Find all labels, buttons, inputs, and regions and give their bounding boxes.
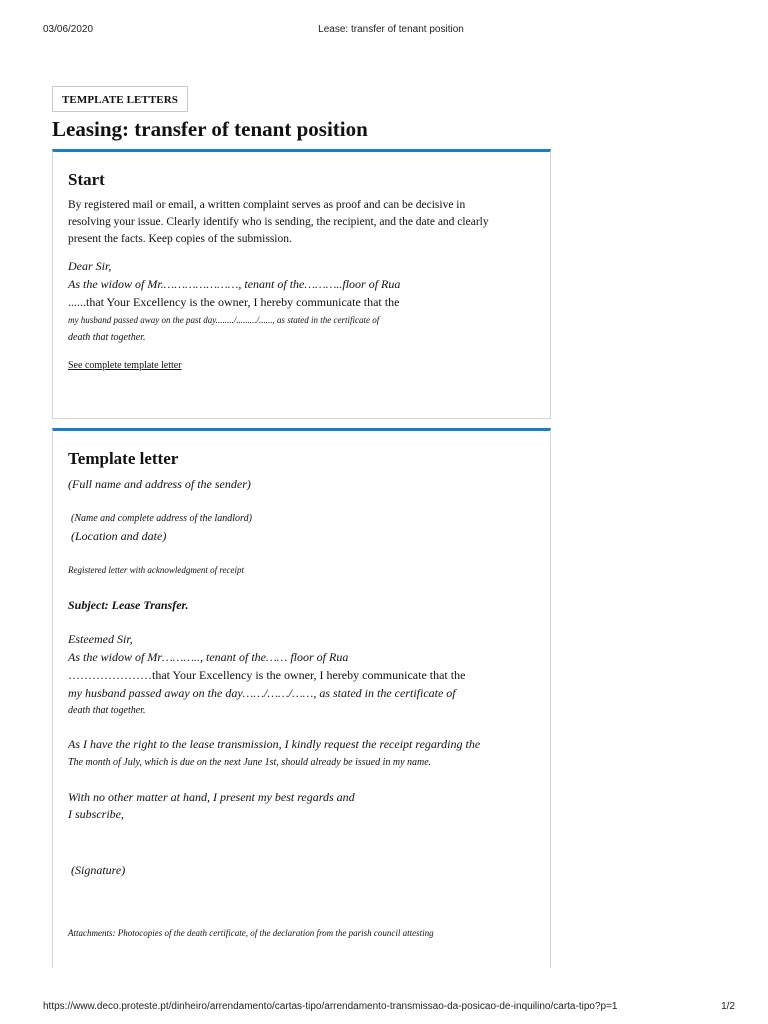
attachments-note: Attachments: Photocopies of the death certificate, of the declaration from the parish council attesting [68,928,434,938]
signature-placeholder: (Signature) [71,863,126,877]
print-footer [0,1001,768,1015]
print-page-number: 1/2 [721,1001,735,1012]
excerpt-line: death that together. [68,332,146,343]
letter-body-line: my husband passed away on the day……/……/……, as stated in the certificate of [68,686,456,700]
excerpt-line: As the widow of Mr.…………………, tenant of the………..floor of Rua [68,277,401,291]
print-page-title: Lease: transfer of tenant position [318,24,464,35]
start-intro: By registered mail or email, a written complaint serves as proof and can be decisive in resolving your issue. Clearly identify who is sending, the recipient, and the date and clearly present the facts. Keep copies of the submission. [68,199,489,245]
page-title: Leasing: transfer of tenant position [52,117,368,141]
print-header [0,24,768,38]
excerpt-line: my husband passed away on the past day......../........./......, as stated in the certificate of [68,315,380,325]
request-line: The month of July, which is due on the next June 1st, should already be issued in my name. [68,757,432,768]
see-complete-template-link[interactable]: See complete template letter [68,360,182,371]
request-line: As I have the right to the lease transmission, I kindly request the receipt regarding the [68,737,481,751]
excerpt-line: ......that Your Excellency is the owner, I hereby communicate that the [68,295,400,309]
letter-subject: Subject: Lease Transfer. [68,598,189,612]
start-heading: Start [68,170,105,189]
letter-body-text: that Your Excellency is the owner, I hereby communicate that the [152,668,466,682]
print-date: 03/06/2020 [43,24,94,35]
location-date-placeholder: (Location and date) [71,529,167,543]
letter-body-line: death that together. [68,705,146,716]
template-letter-card [52,428,551,968]
letter-salutation: Esteemed Sir, [68,632,133,646]
closing-line: I subscribe, [68,807,124,821]
excerpt-salutation: Dear Sir, [68,259,112,273]
category-tag[interactable]: TEMPLATE LETTERS [52,86,188,112]
letter-body-line [68,668,465,683]
landlord-placeholder: (Name and complete address of the landlord) [71,513,252,524]
sender-placeholder: (Full name and address of the sender) [68,477,251,491]
blank-dots: ………………… [68,668,152,682]
letter-body-line: As the widow of Mr……….., tenant of the…… floor of Rua [68,650,349,664]
template-heading: Template letter [68,449,179,468]
print-url: https://www.deco.proteste.pt/dinheiro/arrendamento/cartas-tipo/arrendamento-transmissao-da-posicao-de-inquilino/carta-tipo?p=1 [43,1001,618,1012]
closing-line: With no other matter at hand, I present my best regards and [68,790,355,804]
start-card [52,149,551,419]
registered-letter-note: Registered letter with acknowledgment of receipt [68,565,245,575]
